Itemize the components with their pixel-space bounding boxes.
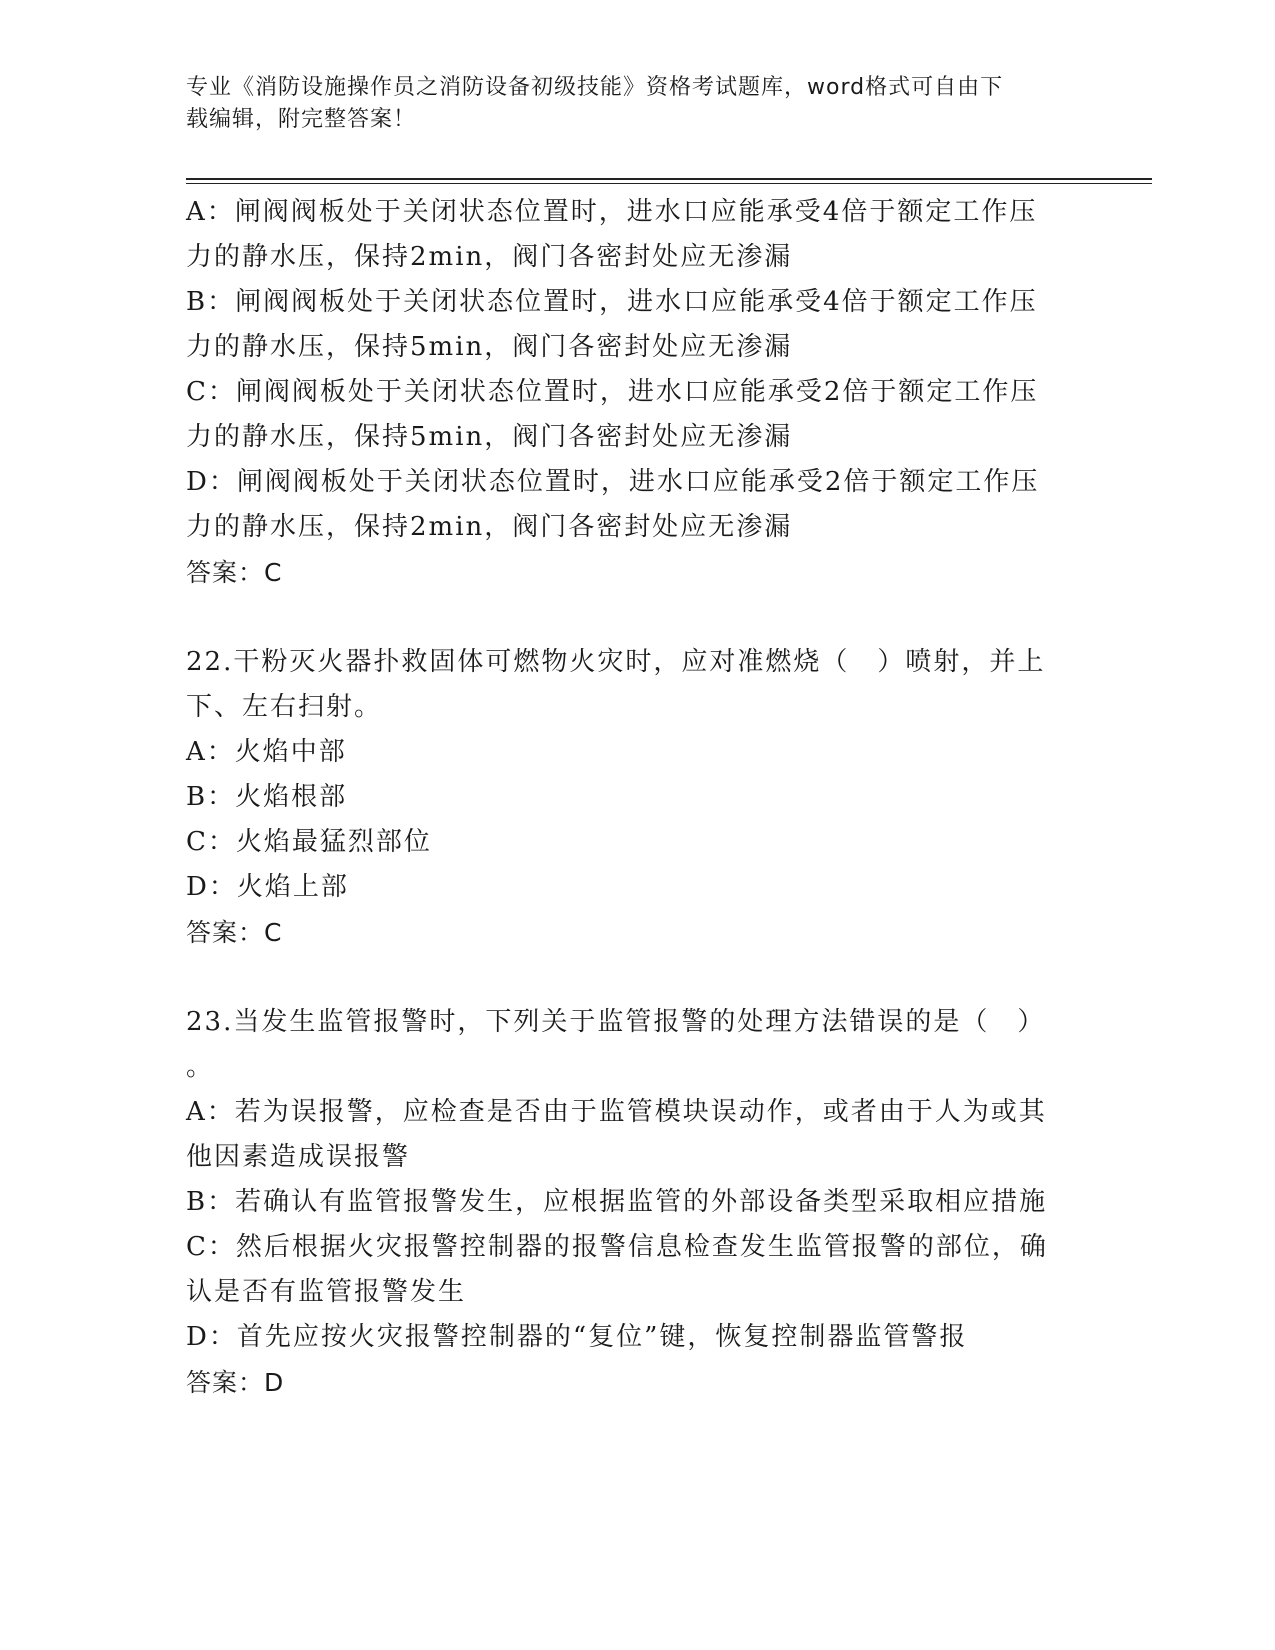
answer-21: 答案：C xyxy=(186,558,283,587)
question-23 xyxy=(186,1000,1076,1405)
option-d-line-2: 力的静水压，保持2min，阀门各密封处应无渗漏 xyxy=(186,512,793,542)
question-23-stem-line-1: 23.当发生监管报警时，下列关于监管报警的处理方法错误的是（ ） xyxy=(186,1007,1046,1037)
option-c: C：火焰最猛烈部位 xyxy=(186,827,432,857)
question-22 xyxy=(186,640,1076,955)
option-a: A：火焰中部 xyxy=(186,737,347,767)
header-divider-thick xyxy=(186,178,1152,180)
option-b: B：火焰根部 xyxy=(186,782,348,812)
option-d: D：火焰上部 xyxy=(186,872,349,902)
option-a-line-1: A：若为误报警，应检查是否由于监管模块误动作，或者由于人为或其 xyxy=(186,1097,1047,1127)
header-line-2: 载编辑，附完整答案！ xyxy=(186,107,417,132)
option-c-line-2: 力的静水压，保持5min，阀门各密封处应无渗漏 xyxy=(186,422,793,452)
question-21 xyxy=(186,190,1076,595)
option-b-line-1: B：若确认有监管报警发生，应根据监管的外部设备类型采取相应措施 xyxy=(186,1187,1048,1217)
option-a-line-2: 他因素造成误报警 xyxy=(186,1142,411,1172)
question-23-stem-line-2: 。 xyxy=(186,1052,215,1082)
answer-22: 答案：C xyxy=(186,918,283,947)
header-divider-thin xyxy=(186,183,1152,184)
question-22-stem-line-1: 22.干粉灭火器扑救固体可燃物火灾时，应对准燃烧（ ）喷射，并上 xyxy=(186,647,1046,677)
option-a-line-2: 力的静水压，保持2min，阀门各密封处应无渗漏 xyxy=(186,242,793,272)
option-b-line-1: B：闸阀阀板处于关闭状态位置时，进水口应能承受4倍于额定工作压 xyxy=(186,287,1038,317)
option-a-line-1: A：闸阀阀板处于关闭状态位置时，进水口应能承受4倍于额定工作压 xyxy=(186,197,1038,227)
question-content xyxy=(186,190,1076,1405)
option-d-line-1: D：首先应按火灾报警控制器的“复位”键，恢复控制器监管警报 xyxy=(186,1322,968,1352)
document-header xyxy=(186,72,1066,136)
header-line-1: 专业《消防设施操作员之消防设备初级技能》资格考试题库，word格式可自由下 xyxy=(186,75,1004,100)
option-c-line-2: 认是否有监管报警发生 xyxy=(186,1277,467,1307)
question-22-stem-line-2: 下、左右扫射。 xyxy=(186,692,383,722)
option-c-line-1: C：然后根据火灾报警控制器的报警信息检查发生监管报警的部位，确 xyxy=(186,1232,1048,1262)
option-c-line-1: C：闸阀阀板处于关闭状态位置时，进水口应能承受2倍于额定工作压 xyxy=(186,377,1039,407)
option-d-line-1: D：闸阀阀板处于关闭状态位置时，进水口应能承受2倍于额定工作压 xyxy=(186,467,1040,497)
answer-23: 答案：D xyxy=(186,1368,285,1397)
option-b-line-2: 力的静水压，保持5min，阀门各密封处应无渗漏 xyxy=(186,332,793,362)
